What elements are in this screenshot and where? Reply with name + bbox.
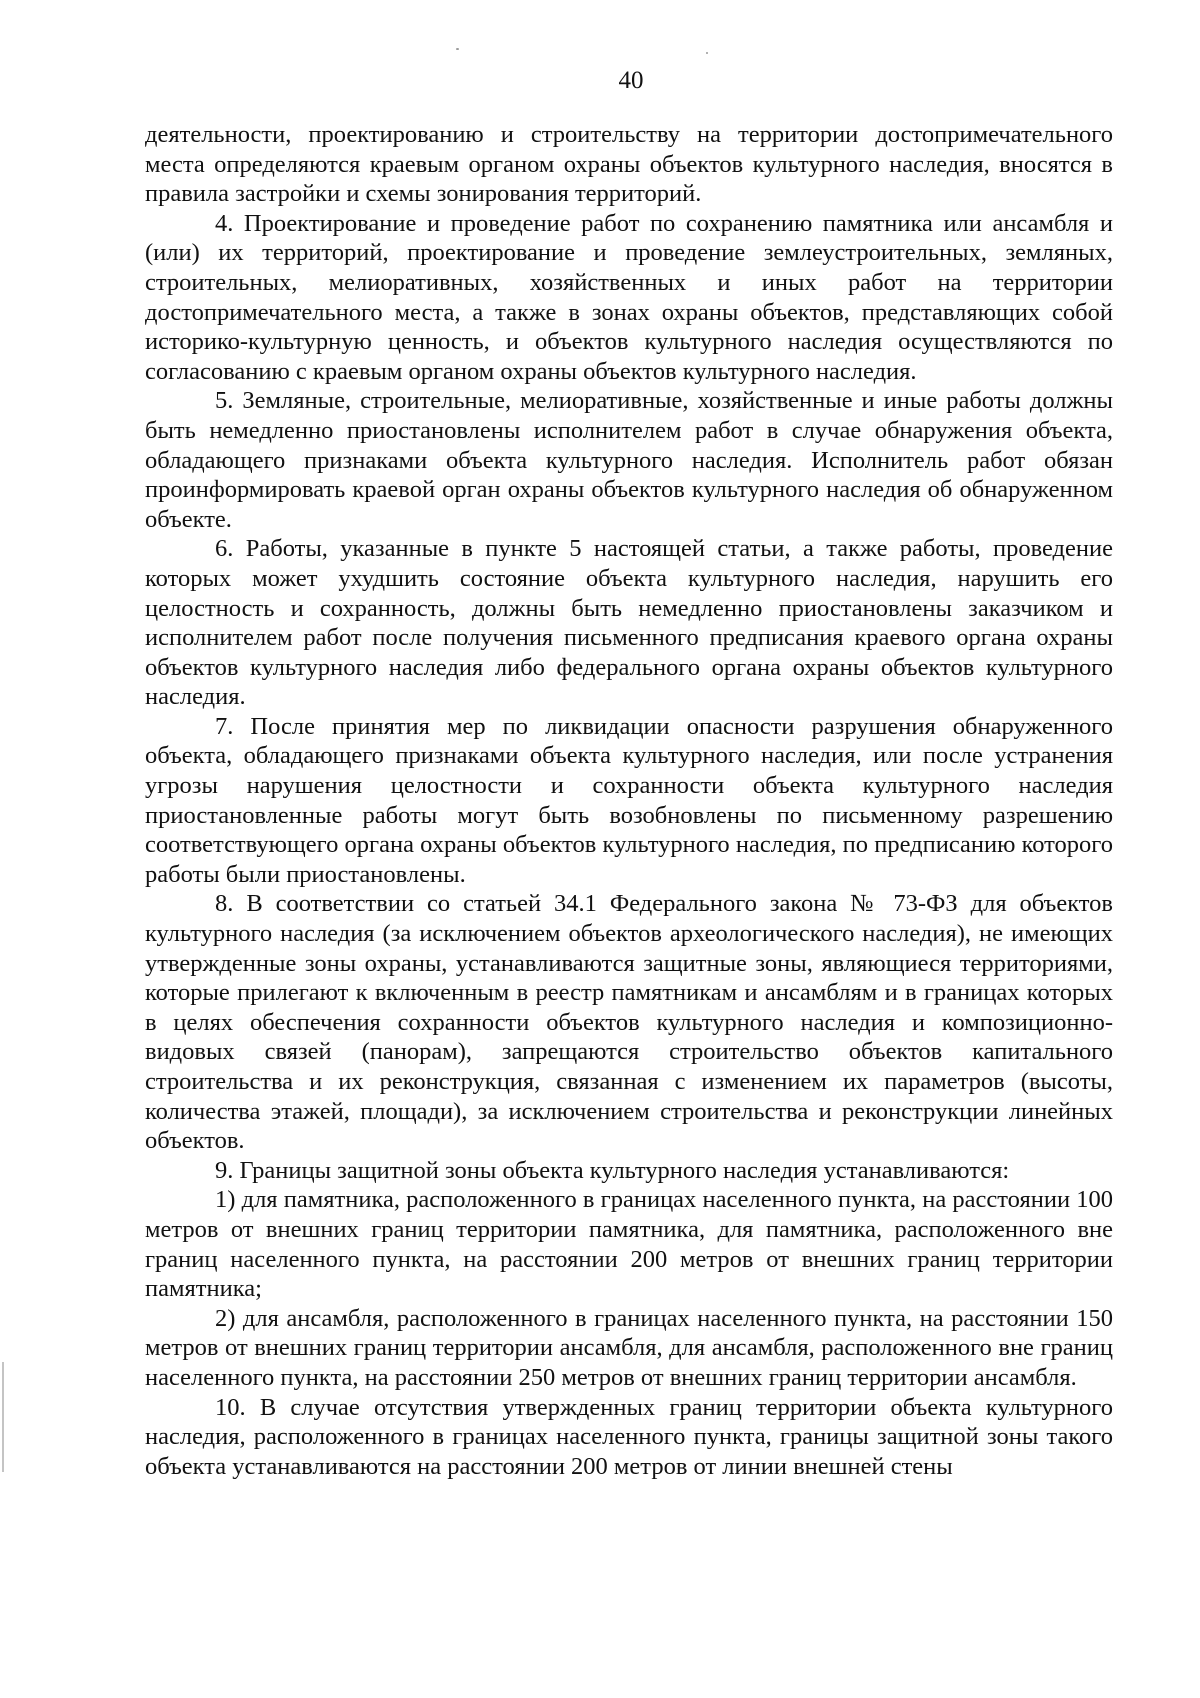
- page-number: 40: [618, 67, 644, 94]
- paragraph-item-9: 9. Границы защитной зоны объекта культурного наследия устанавливаются:: [215, 1156, 1010, 1184]
- document-body: [145, 120, 1113, 1481]
- paragraph-item-7: 7. После принятия мер по ликвидации опасности разрушения обнаруженного объекта, обладающего признаками объекта культурного наследия, или после устранения угрозы нарушения целостности и сохранности объекта культурного наследия приостановленные работы могут быть возобновлены по письменному разрешению соответствующего органа охраны объектов культурного наследия, по предписанию которого работы были приостановлены.: [145, 712, 1113, 888]
- scan-speck: [706, 52, 708, 54]
- paragraph-item-5: 5. Земляные, строительные, мелиоративные, хозяйственные и иные работы должны быть немедленно приостановлены исполнителем работ в случае обнаружения объекта, обладающего признаками объекта культурного наследия. Исполнитель работ обязан проинформировать краевой орган охраны объектов культурного наследия об обнаруженном объекте.: [145, 387, 1113, 533]
- paragraph-item-10: 10. В случае отсутствия утвержденных границ территории объекта культурного наследия, расположенного в границах населенного пункта, границы защитной зоны такого объекта устанавливаются на расстоянии 200 метров от линии внешней стены: [145, 1393, 1113, 1480]
- paragraph-item-4: 4. Проектирование и проведение работ по сохранению памятника или ансамбля и (или) их территорий, проектирование и проведение землеустроительных, земляных, строительных, мелиоративных, хозяйственных и иных работ на территории достопримечательного места, а также в зонах охраны объектов, представляющих собой историко-культурную ценность, и объектов культурного наследия осуществляются по согласованию с краевым органом охраны объектов культурного наследия.: [145, 209, 1113, 385]
- paragraph-item-6: 6. Работы, указанные в пункте 5 настоящей статьи, а также работы, проведение которых может ухудшить состояние объекта культурного наследия, нарушить его целостность и сохранность, должны быть немедленно приостановлены заказчиком и исполнителем работ после получения письменного предписания краевого органа охраны объектов культурного наследия либо федерального органа охраны объектов культурного наследия.: [145, 535, 1113, 711]
- paragraph-continuation: деятельности, проектированию и строительству на территории достопримечательного места определяются краевым органом охраны объектов культурного наследия, вносятся в правила застройки и схемы зонирования территорий.: [145, 121, 1113, 208]
- paragraph-subitem-2: 2) для ансамбля, расположенного в границах населенного пункта, на расстоянии 150 метров от внешних границ территории ансамбля, для ансамбля, расположенного вне границ населенного пункта, на расстоянии 250 метров от внешних границ территории ансамбля.: [145, 1304, 1113, 1391]
- paragraph-item-8: 8. В соответствии со статьей 34.1 Федерального закона № 73-ФЗ для объектов культурного наследия (за исключением объектов археологического наследия), не имеющих утвержденные зоны охраны, устанавливаются защитные зоны, являющиеся территориями, которые прилегают к включенным в реестр памятникам и ансамблям и в границах которых в целях обеспечения сохранности объектов культурного наследия и композиционно-видовых связей (панорам), запрещаются строительство объектов капитального строительства и их реконструкция, связанная с изменением их параметров (высоты, количества этажей, площади), за исключением строительства и реконструкции линейных объектов.: [145, 890, 1113, 1155]
- paragraph-subitem-1: 1) для памятника, расположенного в границах населенного пункта, на расстоянии 100 метров от внешних границ территории памятника, для памятника, расположенного вне границ населенного пункта, на расстоянии 200 метров от внешних границ территории памятника;: [145, 1186, 1113, 1303]
- scan-speck: [456, 48, 459, 50]
- scan-edge-mark: [2, 1362, 4, 1472]
